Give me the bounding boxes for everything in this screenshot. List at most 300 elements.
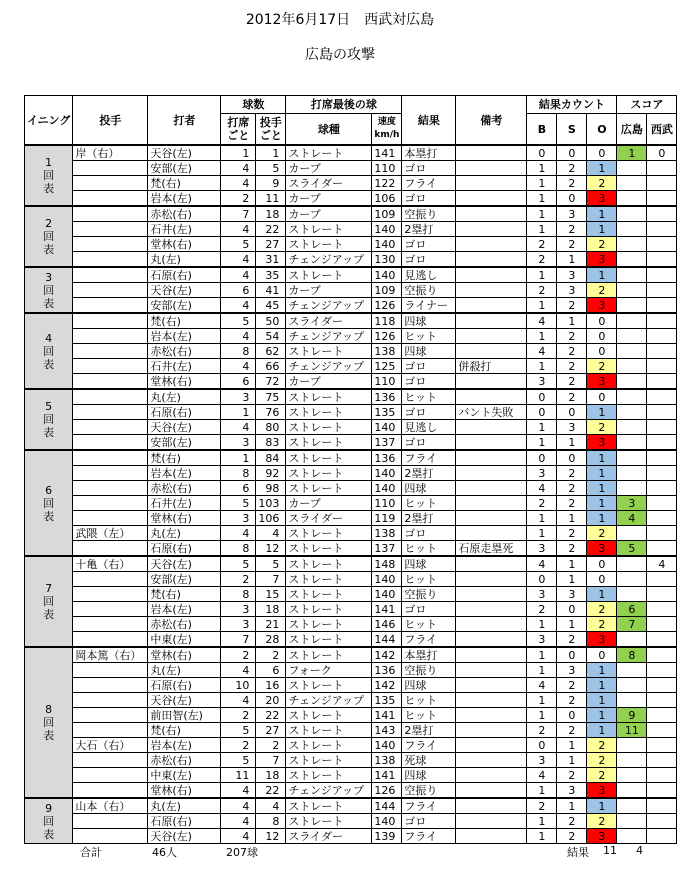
- result-cell: フライ: [402, 829, 456, 844]
- out-count-cell: 2: [587, 420, 617, 435]
- table-row: [25, 753, 677, 768]
- inning-label: [25, 450, 73, 556]
- pitch-type-cell: チェンジアップ: [286, 298, 372, 314]
- batter-cell: 赤松(右): [148, 481, 221, 496]
- seibu-score-cell: 0: [647, 145, 677, 161]
- note-cell: [456, 753, 527, 768]
- result-cell: ヒット: [402, 708, 456, 723]
- speed-cell: 144: [372, 632, 402, 648]
- hiroshima-score-cell: 8: [617, 647, 647, 663]
- pitcher-cell: [73, 693, 148, 708]
- ball-count-cell: 1: [527, 647, 557, 663]
- note-cell: [456, 647, 527, 663]
- result-cell: 四球: [402, 768, 456, 783]
- pitcher-cell: [73, 329, 148, 344]
- note-cell: [456, 829, 527, 844]
- ball-count-cell: 0: [527, 450, 557, 466]
- pitcher-cell: [73, 663, 148, 678]
- seibu-score-cell: [647, 222, 677, 237]
- pitcher-cell: [73, 541, 148, 557]
- pitches-per-pitcher-cell: 11: [256, 191, 286, 207]
- pitcher-cell: [73, 783, 148, 799]
- strike-count-cell: 0: [557, 191, 587, 207]
- pitcher-cell: [73, 359, 148, 374]
- batter-cell: 堂林(右): [148, 511, 221, 526]
- ball-count-cell: 2: [527, 798, 557, 814]
- table-row: [25, 267, 677, 283]
- inning-label-text: 4回表: [43, 331, 55, 371]
- out-count-cell: 3: [587, 298, 617, 314]
- ball-count-cell: 0: [527, 572, 557, 587]
- seibu-score-cell: [647, 541, 677, 557]
- speed-cell: 142: [372, 647, 402, 663]
- batter-cell: 岩本(左): [148, 466, 221, 481]
- speed-cell: 136: [372, 389, 402, 405]
- note-cell: [456, 587, 527, 602]
- hiroshima-score-cell: [617, 252, 647, 268]
- summary-label: 合計: [80, 846, 102, 859]
- seibu-score-cell: [647, 466, 677, 481]
- out-count-cell: 2: [587, 738, 617, 753]
- inning-label-text: 8回表: [43, 703, 55, 742]
- strike-count-cell: 2: [557, 298, 587, 314]
- pitches-per-pa-cell: 11: [221, 768, 256, 783]
- hiroshima-score-cell: [617, 420, 647, 435]
- seibu-score-cell: [647, 572, 677, 587]
- ball-count-cell: 2: [527, 283, 557, 298]
- result-cell: フライ: [402, 738, 456, 753]
- hiroshima-score-cell: [617, 783, 647, 799]
- speed-cell: 109: [372, 283, 402, 298]
- table-row: [25, 511, 677, 526]
- note-cell: [456, 723, 527, 738]
- table-row: [25, 374, 677, 390]
- pitches-per-pitcher-cell: 27: [256, 237, 286, 252]
- ball-count-cell: 3: [527, 632, 557, 648]
- hiroshima-score-cell: [617, 161, 647, 176]
- pitch-type-cell: ストレート: [286, 556, 372, 572]
- pitches-per-pa-cell: 2: [221, 191, 256, 207]
- pitches-per-pa-cell: 1: [221, 450, 256, 466]
- note-cell: [456, 191, 527, 207]
- speed-cell: 119: [372, 511, 402, 526]
- pitch-type-cell: ストレート: [286, 753, 372, 768]
- note-cell: [456, 145, 527, 161]
- pitches-per-pa-cell: 3: [221, 435, 256, 451]
- strike-count-cell: 3: [557, 420, 587, 435]
- pitcher-cell: 大石（右）: [73, 738, 148, 753]
- pitches-per-pitcher-cell: 7: [256, 753, 286, 768]
- batter-cell: 石井(左): [148, 496, 221, 511]
- pitch-type-cell: チェンジアップ: [286, 252, 372, 268]
- pitch-type-cell: ストレート: [286, 222, 372, 237]
- note-cell: [456, 329, 527, 344]
- batter-cell: 安部(左): [148, 298, 221, 314]
- note-cell: [456, 389, 527, 405]
- pitches-per-pa-cell: 4: [221, 420, 256, 435]
- speed-cell: 146: [372, 617, 402, 632]
- table-row: [25, 435, 677, 451]
- speed-cell: 110: [372, 496, 402, 511]
- hiroshima-score-cell: [617, 572, 647, 587]
- strike-count-cell: 2: [557, 359, 587, 374]
- pitch-type-cell: カーブ: [286, 191, 372, 207]
- summary-pitches: 207球: [226, 846, 258, 859]
- pitches-per-pitcher-cell: 76: [256, 405, 286, 420]
- note-cell: [456, 420, 527, 435]
- result-cell: ゴロ: [402, 252, 456, 268]
- seibu-score-cell: [647, 829, 677, 844]
- out-count-cell: 3: [587, 783, 617, 799]
- strike-count-cell: 2: [557, 374, 587, 390]
- note-cell: [456, 708, 527, 723]
- pitches-per-pitcher-cell: 50: [256, 313, 286, 329]
- result-cell: 四球: [402, 313, 456, 329]
- hiroshima-score-cell: [617, 191, 647, 207]
- seibu-score-cell: [647, 814, 677, 829]
- out-count-cell: 0: [587, 647, 617, 663]
- out-count-cell: 3: [587, 632, 617, 648]
- summary-result-label: 結果: [567, 846, 589, 859]
- ball-count-cell: 1: [527, 829, 557, 844]
- note-cell: [456, 481, 527, 496]
- out-count-cell: 1: [587, 708, 617, 723]
- seibu-score-cell: [647, 783, 677, 799]
- pitches-per-pa-cell: 5: [221, 313, 256, 329]
- speed-cell: 125: [372, 359, 402, 374]
- result-cell: ヒット: [402, 617, 456, 632]
- speed-cell: 136: [372, 663, 402, 678]
- strike-count-cell: 1: [557, 738, 587, 753]
- speed-cell: 110: [372, 374, 402, 390]
- speed-cell: 136: [372, 450, 402, 466]
- inning-label: [25, 389, 73, 450]
- hiroshima-score-cell: [617, 753, 647, 768]
- ball-count-cell: 1: [527, 298, 557, 314]
- speed-cell: 140: [372, 237, 402, 252]
- seibu-score-cell: [647, 708, 677, 723]
- note-cell: 併殺打: [456, 359, 527, 374]
- pitches-per-pitcher-cell: 41: [256, 283, 286, 298]
- pitcher-cell: [73, 572, 148, 587]
- page-subtitle: 広島の攻撃: [305, 47, 375, 63]
- inning-label: [25, 206, 73, 267]
- pitcher-cell: [73, 252, 148, 268]
- seibu-score-cell: 4: [647, 556, 677, 572]
- hiroshima-score-cell: [617, 466, 647, 481]
- result-cell: ゴロ: [402, 359, 456, 374]
- ball-count-cell: 1: [527, 191, 557, 207]
- ball-count-cell: 1: [527, 783, 557, 799]
- batter-cell: 天谷(左): [148, 556, 221, 572]
- pitcher-cell: [73, 587, 148, 602]
- batter-cell: 天谷(左): [148, 829, 221, 844]
- speed-cell: 130: [372, 252, 402, 268]
- pitches-per-pitcher-cell: 2: [256, 647, 286, 663]
- out-count-cell: 1: [587, 206, 617, 222]
- hiroshima-score-cell: [617, 237, 647, 252]
- pitches-per-pitcher-cell: 4: [256, 526, 286, 541]
- inning-label: [25, 267, 73, 313]
- speed-cell: 140: [372, 738, 402, 753]
- result-cell: ゴロ: [402, 237, 456, 252]
- strike-count-cell: 1: [557, 572, 587, 587]
- out-count-cell: 1: [587, 587, 617, 602]
- pitcher-cell: [73, 298, 148, 314]
- pitch-type-cell: ストレート: [286, 435, 372, 451]
- result-cell: 四球: [402, 556, 456, 572]
- speed-cell: 143: [372, 723, 402, 738]
- pitch-type-cell: ストレート: [286, 450, 372, 466]
- out-count-cell: 0: [587, 145, 617, 161]
- result-cell: 四球: [402, 678, 456, 693]
- table-row: [25, 783, 677, 799]
- hiroshima-score-cell: [617, 435, 647, 451]
- hiroshima-score-cell: [617, 526, 647, 541]
- pitcher-cell: [73, 708, 148, 723]
- speed-cell: 109: [372, 206, 402, 222]
- inning-label-text: 6回表: [43, 483, 55, 523]
- pitcher-cell: [73, 450, 148, 466]
- pitches-per-pa-cell: 5: [221, 723, 256, 738]
- pitches-per-pitcher-cell: 21: [256, 617, 286, 632]
- pitcher-cell: 岡本篤（右）: [73, 647, 148, 663]
- table-row: [25, 405, 677, 420]
- batter-cell: 安部(左): [148, 572, 221, 587]
- seibu-score-cell: [647, 798, 677, 814]
- strike-count-cell: 2: [557, 329, 587, 344]
- out-count-cell: 1: [587, 267, 617, 283]
- pitches-per-pitcher-cell: 5: [256, 556, 286, 572]
- table-row: [25, 176, 677, 191]
- pitch-type-cell: チェンジアップ: [286, 783, 372, 799]
- batter-cell: 天谷(左): [148, 145, 221, 161]
- speed-cell: 140: [372, 466, 402, 481]
- table-row: [25, 587, 677, 602]
- table-row: [25, 420, 677, 435]
- note-cell: [456, 632, 527, 648]
- pitches-per-pitcher-cell: 75: [256, 389, 286, 405]
- pitches-per-pa-cell: 4: [221, 783, 256, 799]
- ball-count-cell: 1: [527, 435, 557, 451]
- hiroshima-score-cell: [617, 374, 647, 390]
- speed-cell: 110: [372, 161, 402, 176]
- pitches-per-pa-cell: 4: [221, 526, 256, 541]
- note-cell: [456, 298, 527, 314]
- inning-label-text: 2回表: [43, 217, 55, 256]
- table-row: [25, 161, 677, 176]
- pitches-per-pa-cell: 4: [221, 161, 256, 176]
- out-count-cell: 1: [587, 161, 617, 176]
- result-cell: フライ: [402, 798, 456, 814]
- pitcher-cell: [73, 374, 148, 390]
- result-cell: 空振り: [402, 206, 456, 222]
- seibu-score-cell: [647, 329, 677, 344]
- header-per-pitcher: 投手ごと: [256, 114, 286, 146]
- table-row: [25, 329, 677, 344]
- pitch-type-cell: チェンジアップ: [286, 693, 372, 708]
- note-cell: [456, 526, 527, 541]
- pitches-per-pitcher-cell: 1: [256, 145, 286, 161]
- seibu-score-cell: [647, 206, 677, 222]
- out-count-cell: 1: [587, 466, 617, 481]
- seibu-score-cell: [647, 632, 677, 648]
- seibu-score-cell: [647, 768, 677, 783]
- strike-count-cell: 2: [557, 814, 587, 829]
- batter-cell: 堂林(右): [148, 374, 221, 390]
- pitches-per-pa-cell: 4: [221, 329, 256, 344]
- pitches-per-pa-cell: 3: [221, 511, 256, 526]
- batter-cell: 堂林(右): [148, 647, 221, 663]
- result-cell: ゴロ: [402, 191, 456, 207]
- ball-count-cell: 4: [527, 481, 557, 496]
- pitches-per-pitcher-cell: 2: [256, 738, 286, 753]
- ball-count-cell: 1: [527, 359, 557, 374]
- batter-cell: 石原(右): [148, 678, 221, 693]
- ball-count-cell: 1: [527, 206, 557, 222]
- note-cell: [456, 161, 527, 176]
- note-cell: [456, 206, 527, 222]
- pitch-type-cell: カーブ: [286, 496, 372, 511]
- pitch-type-cell: ストレート: [286, 632, 372, 648]
- table-row: [25, 526, 677, 541]
- batter-cell: 岩本(左): [148, 191, 221, 207]
- pitches-per-pa-cell: 3: [221, 617, 256, 632]
- pitch-type-cell: ストレート: [286, 723, 372, 738]
- result-cell: フライ: [402, 176, 456, 191]
- ball-count-cell: 1: [527, 511, 557, 526]
- strike-count-cell: 0: [557, 450, 587, 466]
- result-cell: 本塁打: [402, 145, 456, 161]
- out-count-cell: 0: [587, 329, 617, 344]
- pitches-per-pitcher-cell: 5: [256, 161, 286, 176]
- table-row: [25, 693, 677, 708]
- hiroshima-score-cell: [617, 481, 647, 496]
- strike-count-cell: 1: [557, 435, 587, 451]
- table-row: [25, 708, 677, 723]
- pitch-type-cell: カーブ: [286, 161, 372, 176]
- table-row: [25, 768, 677, 783]
- table-row: [25, 663, 677, 678]
- pitches-per-pa-cell: 6: [221, 374, 256, 390]
- table-row: [25, 632, 677, 648]
- pitches-per-pitcher-cell: 103: [256, 496, 286, 511]
- result-cell: ゴロ: [402, 814, 456, 829]
- pitcher-cell: 十亀（右）: [73, 556, 148, 572]
- pitches-per-pitcher-cell: 80: [256, 420, 286, 435]
- header-note: 備考: [456, 96, 527, 146]
- seibu-score-cell: [647, 237, 677, 252]
- speed-cell: 138: [372, 344, 402, 359]
- pitcher-cell: [73, 511, 148, 526]
- result-cell: 空振り: [402, 283, 456, 298]
- pitch-type-cell: ストレート: [286, 405, 372, 420]
- ball-count-cell: 4: [527, 556, 557, 572]
- seibu-score-cell: [647, 161, 677, 176]
- note-cell: [456, 663, 527, 678]
- batter-cell: 丸(左): [148, 663, 221, 678]
- pitches-per-pa-cell: 4: [221, 222, 256, 237]
- pitch-type-cell: ストレート: [286, 572, 372, 587]
- header-s: S: [557, 114, 587, 146]
- pitches-per-pitcher-cell: 4: [256, 798, 286, 814]
- batter-cell: 安部(左): [148, 435, 221, 451]
- inning-label-text: 9回表: [43, 801, 55, 841]
- batter-cell: 石原(右): [148, 814, 221, 829]
- hiroshima-score-cell: [617, 678, 647, 693]
- page-title: 2012年6月17日 西武対広島: [245, 12, 435, 28]
- seibu-score-cell: [647, 587, 677, 602]
- hiroshima-score-cell: 11: [617, 723, 647, 738]
- note-cell: [456, 176, 527, 191]
- pitches-per-pitcher-cell: 15: [256, 587, 286, 602]
- inning-label: [25, 647, 73, 798]
- table-row: [25, 814, 677, 829]
- strike-count-cell: 3: [557, 663, 587, 678]
- table-row: [25, 481, 677, 496]
- inning-label-text: 1回表: [43, 156, 55, 195]
- pitcher-cell: [73, 829, 148, 844]
- pitches-per-pitcher-cell: 66: [256, 359, 286, 374]
- out-count-cell: 2: [587, 526, 617, 541]
- pitcher-cell: [73, 753, 148, 768]
- pitch-type-cell: スライダー: [286, 511, 372, 526]
- hiroshima-score-cell: [617, 176, 647, 191]
- strike-count-cell: 2: [557, 723, 587, 738]
- note-cell: [456, 466, 527, 481]
- pitcher-cell: [73, 496, 148, 511]
- out-count-cell: 1: [587, 511, 617, 526]
- pitcher-cell: [73, 344, 148, 359]
- pitch-type-cell: ストレート: [286, 678, 372, 693]
- strike-count-cell: 0: [557, 405, 587, 420]
- strike-count-cell: 2: [557, 344, 587, 359]
- pitcher-cell: [73, 237, 148, 252]
- ball-count-cell: 1: [527, 708, 557, 723]
- ball-count-cell: 3: [527, 753, 557, 768]
- out-count-cell: 1: [587, 663, 617, 678]
- pitch-type-cell: ストレート: [286, 602, 372, 617]
- ball-count-cell: 0: [527, 389, 557, 405]
- ball-count-cell: 2: [527, 252, 557, 268]
- pitches-per-pa-cell: 4: [221, 359, 256, 374]
- speed-cell: 140: [372, 814, 402, 829]
- out-count-cell: 0: [587, 313, 617, 329]
- pitch-type-cell: ストレート: [286, 738, 372, 753]
- hiroshima-score-cell: [617, 829, 647, 844]
- strike-count-cell: 1: [557, 252, 587, 268]
- note-cell: [456, 602, 527, 617]
- hiroshima-score-cell: [617, 738, 647, 753]
- out-count-cell: 1: [587, 678, 617, 693]
- pitches-per-pa-cell: 10: [221, 678, 256, 693]
- pitcher-cell: [73, 283, 148, 298]
- pitches-per-pitcher-cell: 98: [256, 481, 286, 496]
- strike-count-cell: 1: [557, 798, 587, 814]
- hiroshima-score-cell: 6: [617, 602, 647, 617]
- out-count-cell: 2: [587, 768, 617, 783]
- hiroshima-score-cell: [617, 663, 647, 678]
- speed-cell: 140: [372, 587, 402, 602]
- pitches-per-pa-cell: 8: [221, 344, 256, 359]
- inning-label-text: 7回表: [43, 582, 55, 621]
- batter-cell: 堂林(右): [148, 237, 221, 252]
- speed-cell: 135: [372, 693, 402, 708]
- seibu-score-cell: [647, 374, 677, 390]
- speed-cell: 142: [372, 678, 402, 693]
- speed-cell: 139: [372, 829, 402, 844]
- table-row: [25, 145, 677, 161]
